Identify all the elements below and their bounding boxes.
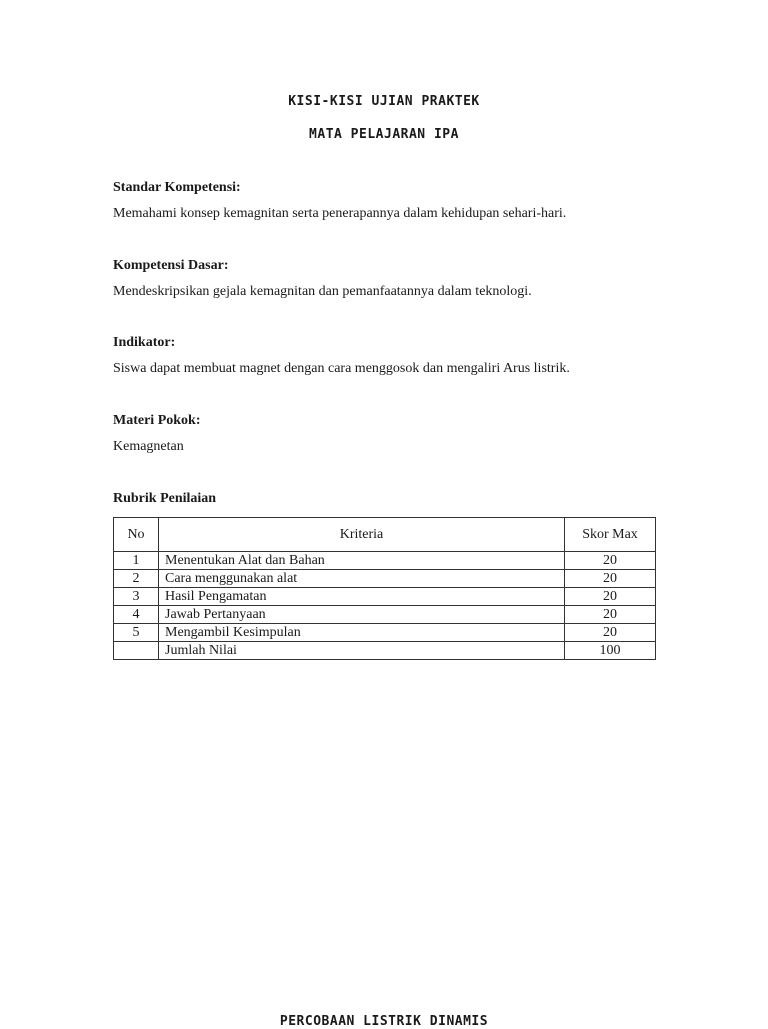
row-no: 5 <box>114 624 159 642</box>
row-no: 1 <box>114 552 159 570</box>
row-skor: 20 <box>565 588 656 606</box>
row-no <box>114 642 159 660</box>
indikator-label: Indikator: <box>113 335 176 350</box>
row-skor: 100 <box>565 642 656 660</box>
table-row <box>114 606 656 624</box>
next-page-title: PERCOBAAN LISTRIK DINAMIS <box>279 1014 489 1029</box>
row-no: 2 <box>114 570 159 588</box>
materi-pokok-text: Kemagnetan <box>113 439 184 454</box>
document-title: KISI-KISI UJIAN PRAKTEK <box>288 94 480 109</box>
table-row <box>114 624 656 642</box>
table-row <box>114 570 656 588</box>
kompetensi-dasar-label: Kompetensi Dasar: <box>113 258 229 273</box>
table-row <box>114 552 656 570</box>
document-subtitle: MATA PELAJARAN IPA <box>309 127 459 142</box>
materi-pokok-label: Materi Pokok: <box>113 413 201 428</box>
kompetensi-dasar-text: Mendeskripsikan gejala kemagnitan dan pemanfaatannya dalam teknologi. <box>113 284 532 299</box>
row-skor: 20 <box>565 606 656 624</box>
table-row <box>114 588 656 606</box>
row-kriteria: Cara menggunakan alat <box>159 570 565 588</box>
row-kriteria: Menentukan Alat dan Bahan <box>159 552 565 570</box>
table-header-row <box>114 518 656 552</box>
standar-kompetensi-label: Standar Kompetensi: <box>113 180 241 195</box>
table-total-row <box>114 642 656 660</box>
row-skor: 20 <box>565 624 656 642</box>
rubric-table <box>113 517 656 660</box>
row-kriteria: Jawab Pertanyaan <box>159 606 565 624</box>
standar-kompetensi-text: Memahami konsep kemagnitan serta penerapannya dalam kehidupan sehari-hari. <box>113 206 567 221</box>
row-skor: 20 <box>565 570 656 588</box>
row-kriteria: Jumlah Nilai <box>159 642 565 660</box>
row-no: 3 <box>114 588 159 606</box>
row-skor: 20 <box>565 552 656 570</box>
row-kriteria: Mengambil Kesimpulan <box>159 624 565 642</box>
row-kriteria: Hasil Pengamatan <box>159 588 565 606</box>
header-no: No <box>114 518 159 552</box>
row-no: 4 <box>114 606 159 624</box>
rubrik-penilaian-label: Rubrik Penilaian <box>113 491 217 506</box>
indikator-text: Siswa dapat membuat magnet dengan cara menggosok dan mengaliri Arus listrik. <box>113 361 570 376</box>
header-kriteria: Kriteria <box>159 518 565 552</box>
header-skor-max: Skor Max <box>565 518 656 552</box>
